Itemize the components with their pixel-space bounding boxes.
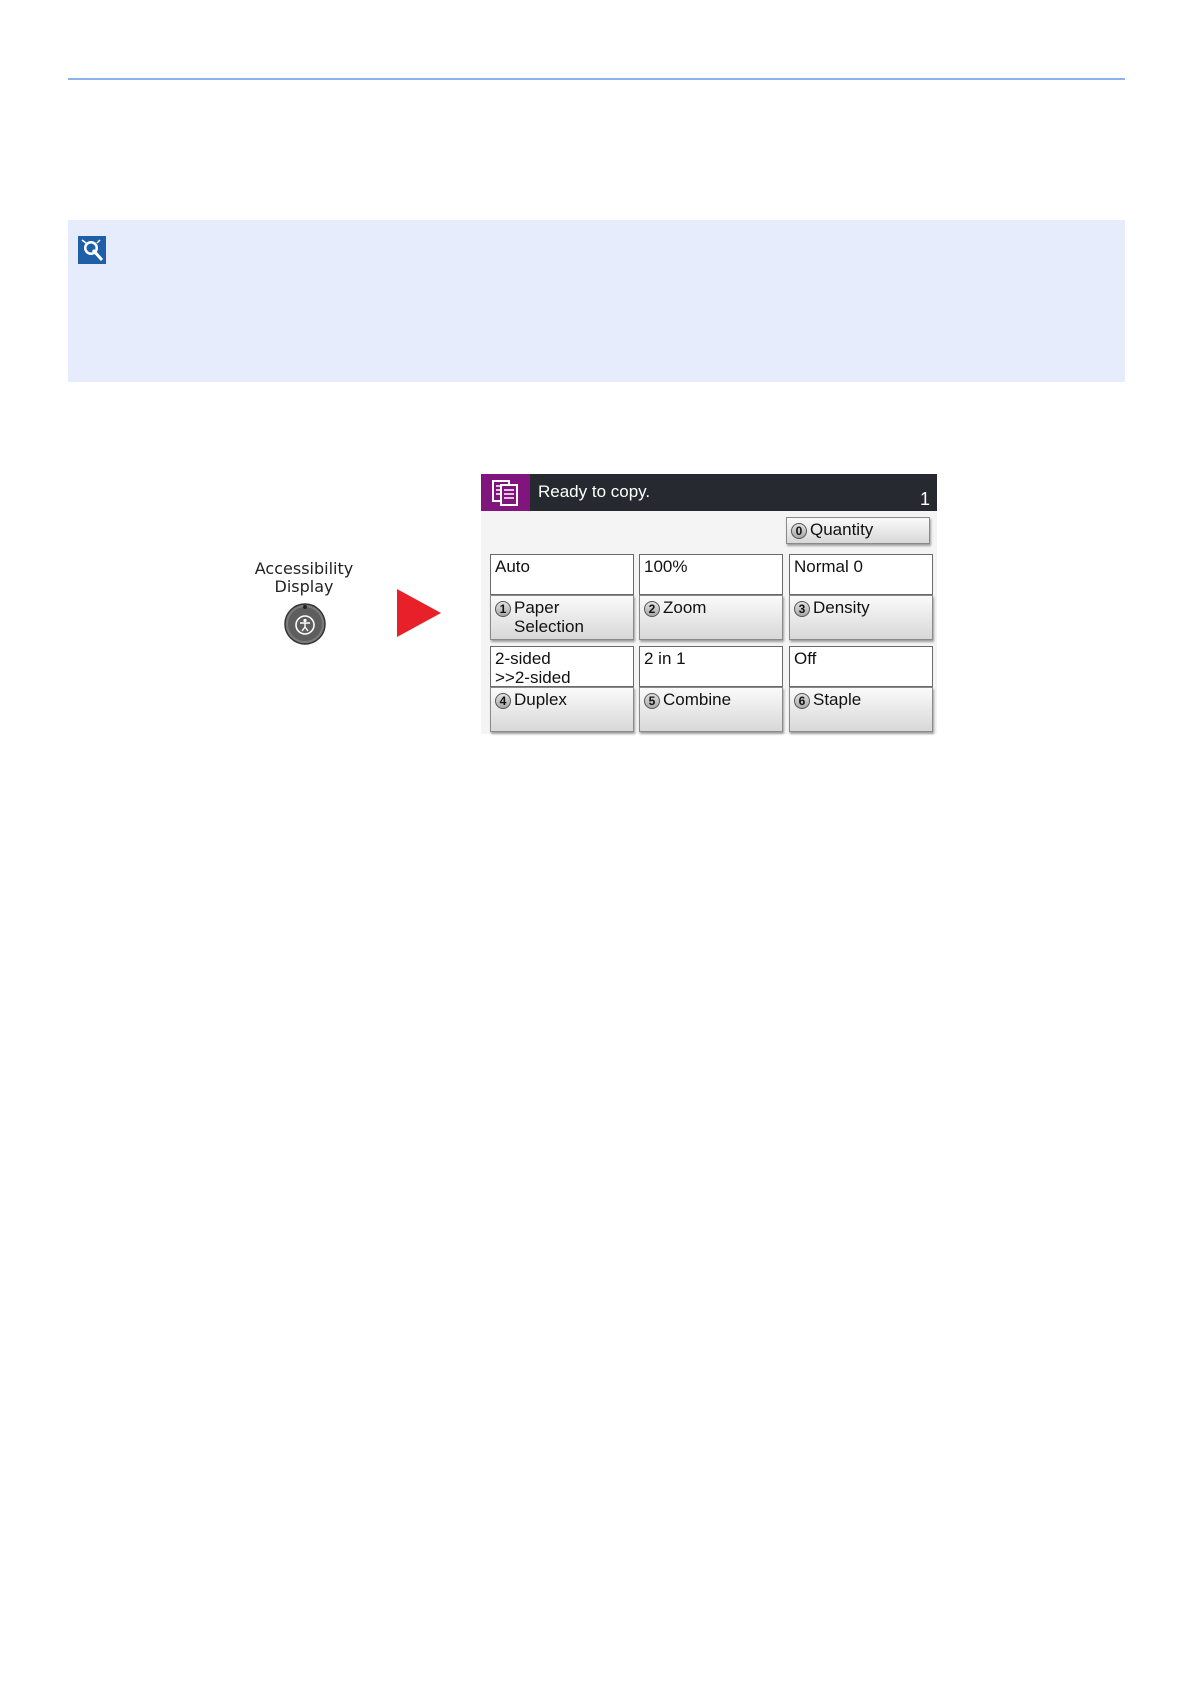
value-line: 2-sided <box>495 649 551 668</box>
accessibility-label-line2: Display <box>274 577 334 596</box>
copy-icon <box>481 474 530 511</box>
copy-screen <box>481 474 937 734</box>
number-badge: 0 <box>791 523 807 539</box>
copy-count: 1 <box>919 489 930 509</box>
number-badge: 2 <box>644 601 660 617</box>
status-bar <box>481 474 937 511</box>
staple-value <box>789 646 933 687</box>
label-line: Paper <box>514 598 560 617</box>
label-line: Selection <box>514 617 584 636</box>
note-box <box>68 220 1125 382</box>
status-message: Ready to copy. <box>538 482 651 501</box>
staple-label <box>813 690 861 709</box>
number-badge: 3 <box>794 601 810 617</box>
copy-mode-icon-area <box>481 474 530 511</box>
label-line: Staple <box>813 690 862 709</box>
combine-value <box>639 646 783 687</box>
value-line: 100% <box>644 557 688 576</box>
arrow-right-icon <box>397 589 441 637</box>
density-label <box>813 598 870 617</box>
value-line: Off <box>794 649 817 668</box>
density-value <box>789 554 933 595</box>
label-line: Density <box>813 598 870 617</box>
accessibility-display-label <box>252 560 356 596</box>
combine-button[interactable] <box>639 687 783 732</box>
note-icon <box>78 236 106 264</box>
number-badge: 6 <box>794 693 810 709</box>
accessibility-label-line1: Accessibility <box>254 559 354 578</box>
quantity-label: Quantity <box>810 520 874 539</box>
staple-button[interactable] <box>789 687 933 732</box>
zoom-label <box>663 598 706 617</box>
label-line: Duplex <box>514 690 567 709</box>
header-rule <box>68 78 1125 80</box>
value-line: Auto <box>495 557 530 576</box>
value-line: >>2-sided <box>495 668 571 687</box>
number-badge: 4 <box>495 693 511 709</box>
value-line: 2 in 1 <box>644 649 686 668</box>
quantity-button[interactable] <box>786 517 930 544</box>
zoom-button[interactable] <box>639 595 783 640</box>
number-badge: 1 <box>495 601 511 617</box>
duplex-button[interactable] <box>490 687 634 732</box>
value-line: Normal 0 <box>794 557 863 576</box>
number-badge: 5 <box>644 693 660 709</box>
accessibility-icon[interactable] <box>284 603 326 645</box>
duplex-value <box>490 646 634 687</box>
paper-selection-button[interactable] <box>490 595 634 640</box>
label-line: Zoom <box>663 598 707 617</box>
duplex-label <box>514 690 567 709</box>
paper-selection-value <box>490 554 634 595</box>
density-button[interactable] <box>789 595 933 640</box>
zoom-value <box>639 554 783 595</box>
paper-selection-label <box>514 598 584 636</box>
combine-label <box>663 690 731 709</box>
label-line: Combine <box>663 690 732 709</box>
